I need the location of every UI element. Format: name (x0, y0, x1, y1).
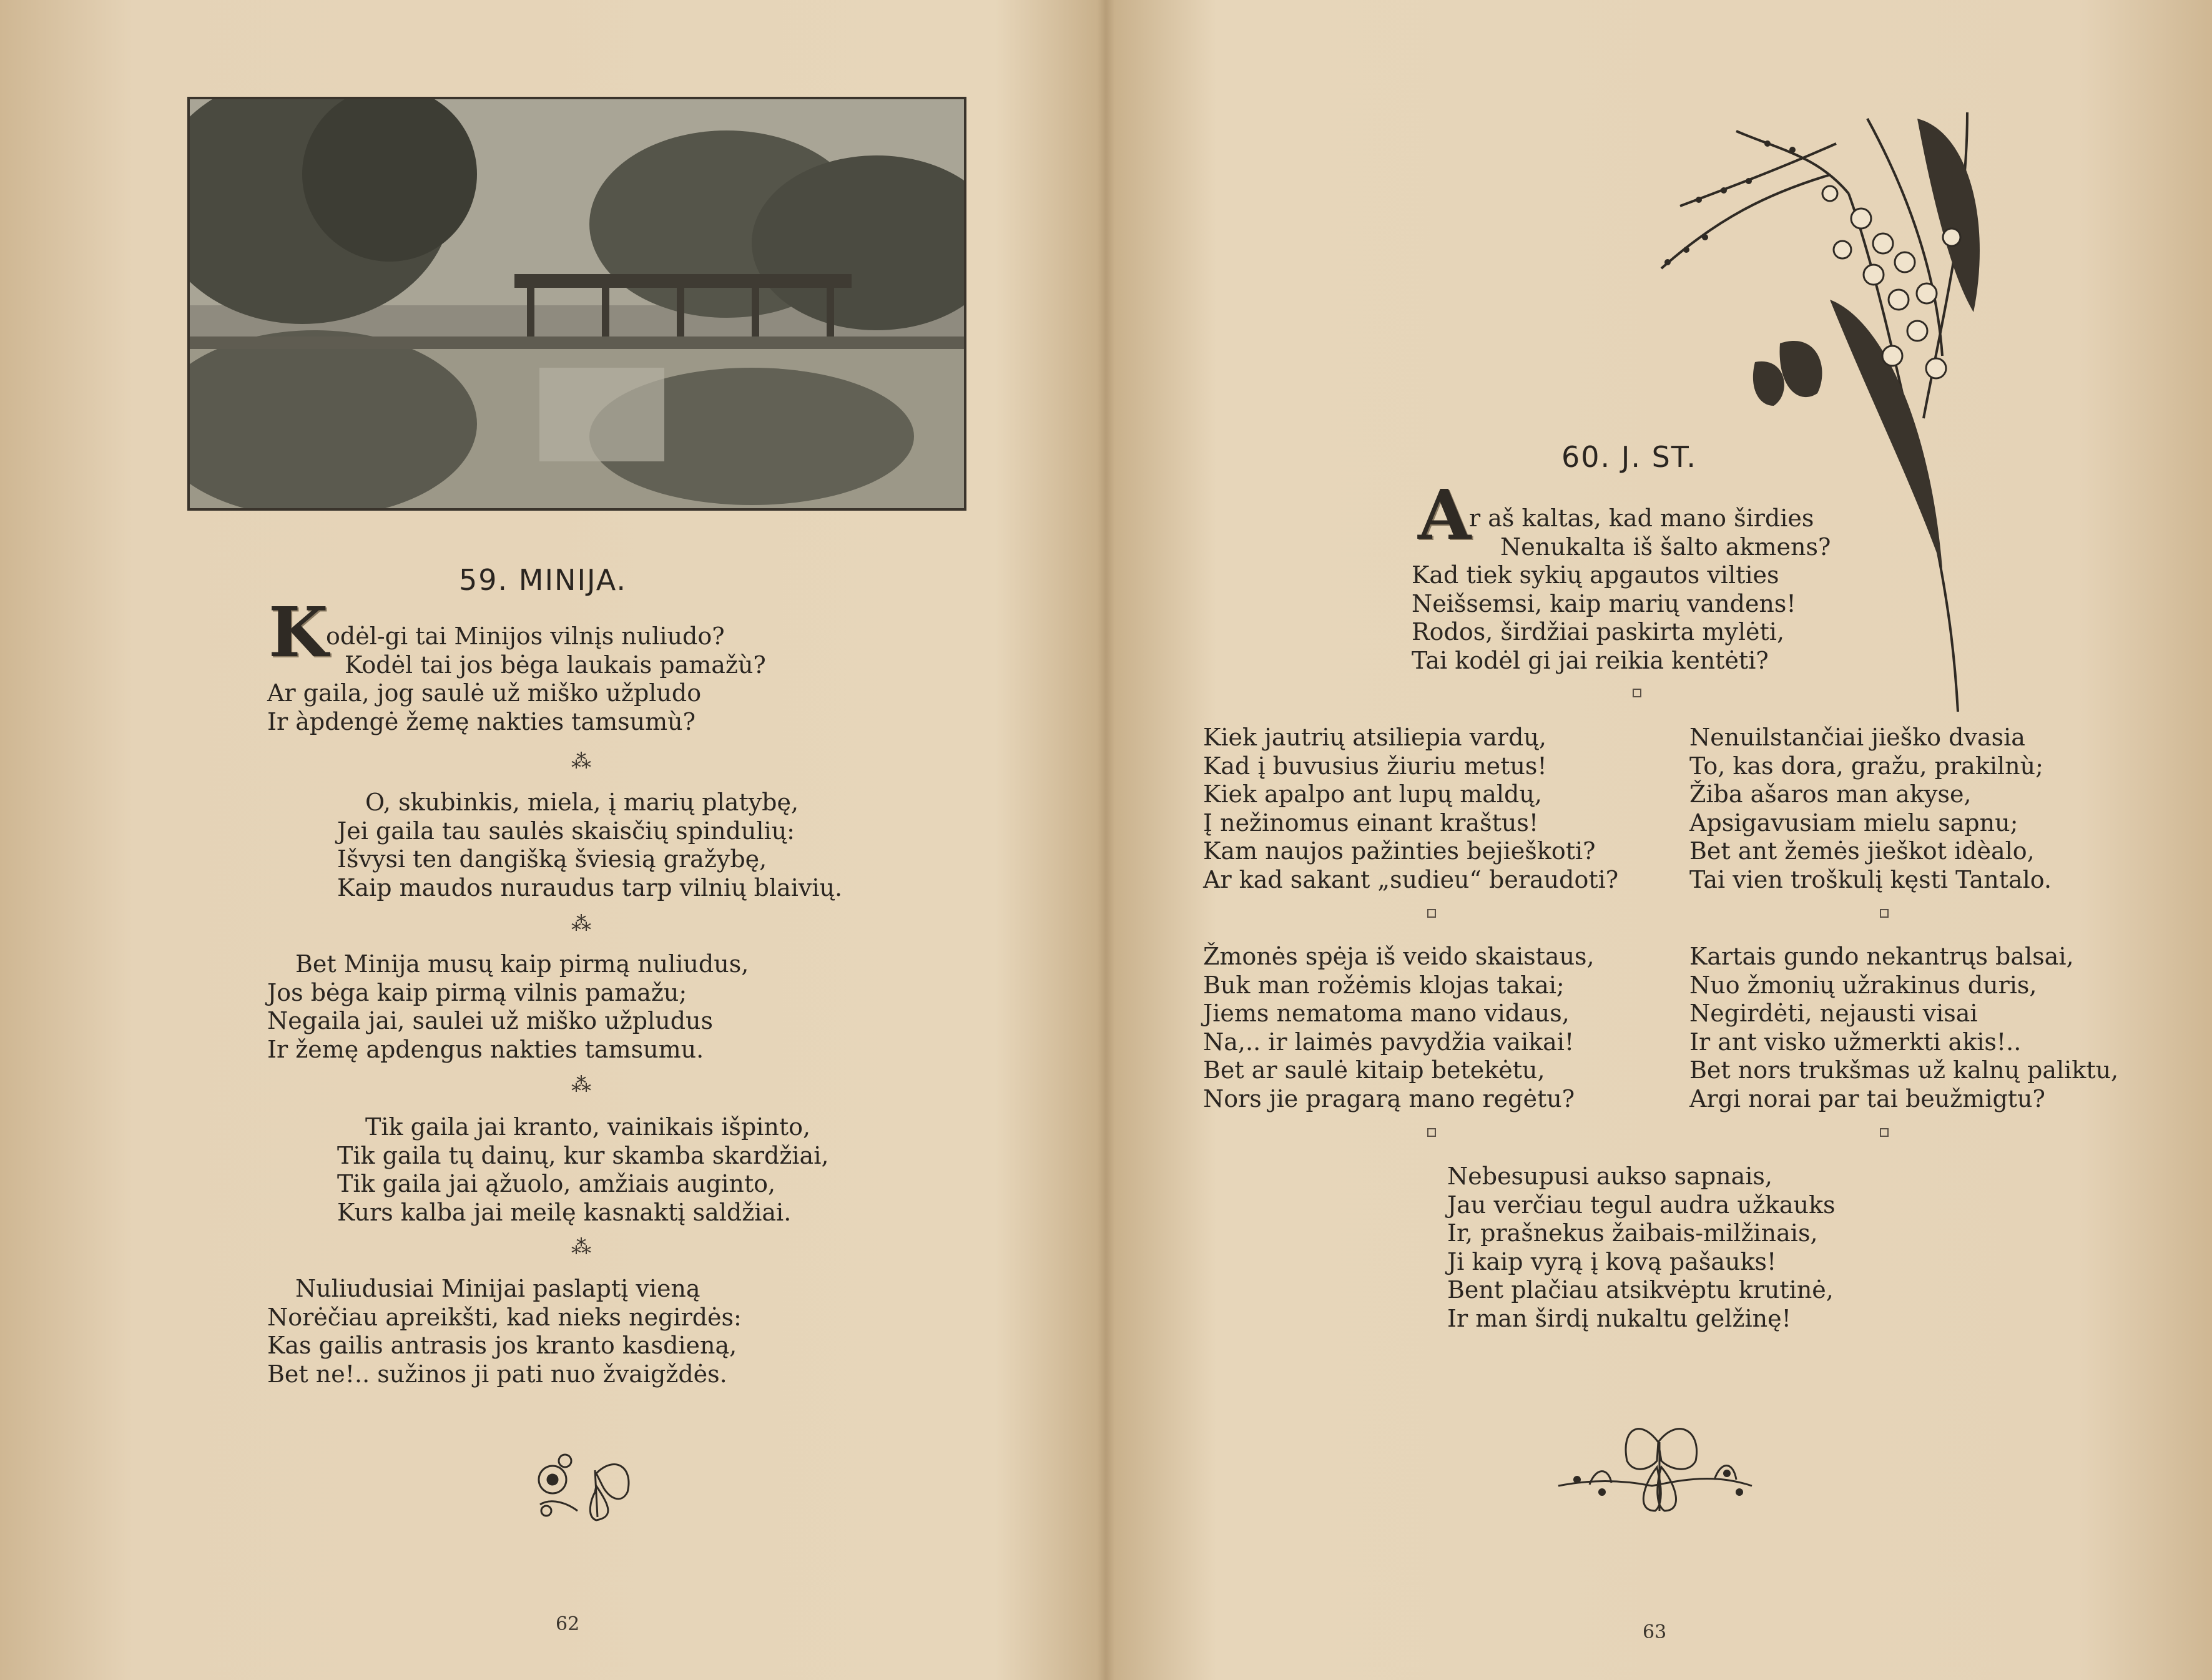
verse-line: Rodos, širdžiai paskirta mylėti, (1412, 618, 1785, 646)
verse-line: Tai kodėl gi jai reikia kentėti? (1412, 646, 1769, 674)
verse-line: Bet Minija musų kaip pirmą nuliudus, (295, 950, 749, 978)
stanza-4 (337, 1113, 828, 1227)
page-number: 62 (556, 1613, 580, 1635)
stanza-1-cont (267, 679, 701, 736)
verse-line: Bet ne!.. sužinos ji pati nuo žvaigždės. (267, 1360, 727, 1388)
verse-line: Ir man širdį nukaltu gelžinę! (1447, 1304, 1791, 1332)
stanza-3 (267, 950, 749, 1064)
verse-line: Neišsemsi, kaip marių vandens! (1412, 589, 1796, 617)
intro-stanza (1412, 561, 1796, 675)
verse-line: Tik gaila tų dainų, kur skamba skardžiai, (337, 1141, 829, 1169)
verse-line: Negaila jai, saulei už miško užpludus (267, 1007, 714, 1034)
stanza-separator: ⁂ (571, 911, 591, 935)
verse-line: Kurs kalba jai meilę kasnaktį saldžiai. (337, 1198, 792, 1226)
page-number: 63 (1643, 1621, 1667, 1643)
square-separator (1427, 1128, 1436, 1137)
verse-line: Kas gailis antrasis jos kranto kasdieną, (267, 1332, 737, 1359)
verse-line: Tai vien troškulį kęsti Tantalo. (1689, 865, 2052, 893)
verse-line: Ir, prašnekus žaibais-milžinais, (1447, 1219, 1818, 1247)
verse-line: Ar kad sakant „sudieu“ beraudoti? (1203, 865, 1619, 893)
verse-line: Buk man rožėmis klojas takai; (1203, 971, 1565, 999)
verse-line: Ar gaila, jog saulė už miško užpludo (267, 679, 702, 707)
verse-line: Argi norai par tai beužmigtu? (1689, 1084, 2045, 1113)
square-separator (1633, 689, 1641, 697)
verse-line: Kiek jautrių atsiliepia vardų, (1203, 724, 1546, 751)
stanza-separator: ⁂ (571, 749, 591, 773)
stanza-5 (267, 1275, 742, 1388)
verse-line: Kartais gundo nekantrųs balsai, (1689, 943, 2074, 970)
verse-line: Jau verčiau tegul audra užkauks (1447, 1191, 1836, 1219)
verse-line: Ji kaip vyrą į kovą pašauks! (1447, 1247, 1777, 1275)
verse-line: Žmonės spėja iš veido skaistaus, (1203, 943, 1595, 970)
butterfly-flower-ornament (521, 1448, 646, 1530)
verse-line: Nuo žmonių užrakinus duris, (1689, 971, 2037, 999)
verse-line: Kad į buvusius žiuriu metus! (1203, 752, 1547, 780)
verse-line: To, kas dora, gražu, prakilnù; (1689, 752, 2043, 780)
square-separator (1880, 1128, 1889, 1137)
verse-line: Ir ant visko užmerkti akis!.. (1689, 1028, 2022, 1056)
verse-line: Į nežinomus einant kraštus! (1203, 808, 1539, 837)
square-separator (1427, 909, 1436, 918)
stanza-1 (326, 622, 766, 679)
dropcap-k: K (268, 592, 328, 672)
stanza-final (1447, 1162, 1836, 1333)
verse-line: Tik gaila jai ąžuolo, amžiais auginto, (337, 1170, 776, 1197)
verse-line: Bent plačiau atsikvėptu krutinė, (1447, 1276, 1834, 1304)
stanza-2 (337, 788, 842, 902)
verse-line: Nenukalta iš šalto akmens? (1500, 533, 1831, 561)
verse-line: Išvysi ten dangišką šviesią gražybę, (337, 845, 767, 873)
verse-line: Negirdėti, nejausti visai (1689, 1000, 1978, 1027)
stanza-col2-b (1689, 943, 2118, 1113)
intro-stanza-head (1469, 504, 1831, 561)
square-separator (1880, 909, 1889, 918)
verse-line: Kodėl tai jos bėga laukais pamažù? (345, 651, 766, 679)
verse-line: Nuliudusiai Minijai paslaptį vieną (295, 1275, 700, 1302)
verse-line: Jos bėga kaip pirmą vilnis pamažu; (267, 978, 687, 1006)
stanza-col1-b (1203, 943, 1595, 1113)
poem-title-minija: 59. MINIJA. (459, 563, 627, 597)
verse-line: Apsigavusiam mielu sapnu; (1689, 808, 2018, 837)
dropcap-a: A (1418, 474, 1472, 555)
verse-line: Kaip maudos nuraudus tarp vilnių blaivių. (337, 873, 843, 901)
stanza-col1-a (1203, 724, 1618, 894)
verse-line: Žiba ašaros man akyse, (1689, 780, 1972, 808)
verse-line: Kiek apalpo ant lupų maldų, (1203, 780, 1542, 808)
verse-line: Na,.. ir laimės pavydžia vaikai! (1203, 1028, 1575, 1056)
verse-line: Jei gaila tau saulės skaisčių spindulių: (337, 817, 795, 845)
verse-line: Ir àpdengė žemę nakties tamsumù? (267, 707, 696, 735)
verse-line: odėl-gi tai Minijos vilnįs nuliudo? (326, 622, 725, 650)
verse-line: Nors jie pragarą mano regėtu? (1203, 1084, 1575, 1113)
verse-line: O, skubinkis, miela, į marių platybę, (365, 788, 799, 816)
verse-line: Bet nors trukšmas už kalnų paliktu, (1689, 1056, 2119, 1084)
verse-line: Tik gaila jai kranto, vainikais išpinto, (365, 1113, 811, 1141)
stanza-col2-a (1689, 724, 2052, 894)
verse-line: Kad tiek sykių apgautos vilties (1412, 561, 1779, 589)
butterfly-branch-ornament (1552, 1417, 1758, 1523)
verse-line: Nebesupusi aukso sapnais, (1447, 1162, 1773, 1190)
river-bridge-photo (187, 97, 966, 511)
verse-line: r aš kaltas, kad mano širdies (1469, 504, 1814, 532)
verse-line: Kam naujos pažinties bejieškoti? (1203, 837, 1596, 865)
poem-title-j-st: 60. J. ST. (1561, 440, 1698, 474)
verse-line: Ir žemę apdengus nakties tamsumu. (267, 1035, 704, 1063)
stanza-separator: ⁂ (571, 1073, 591, 1096)
verse-line: Norėčiau apreikšti, kad nieks negirdės: (267, 1303, 742, 1331)
right-page (1106, 0, 2212, 1680)
stanza-separator: ⁂ (571, 1235, 591, 1259)
verse-line: Bet ant žemės jieškot idèalo, (1689, 837, 2035, 865)
verse-line: Bet ar saulė kitaip betekėtu, (1203, 1056, 1545, 1084)
verse-line: Nenuilstančiai jieško dvasia (1689, 724, 2025, 751)
verse-line: Jiems nematoma mano vidaus, (1203, 1000, 1570, 1027)
